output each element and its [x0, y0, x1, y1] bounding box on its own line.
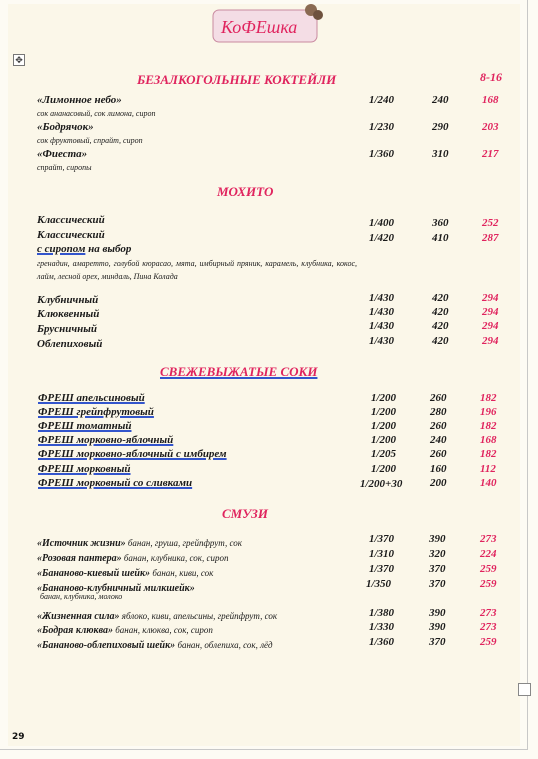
juice-price: 112: [480, 463, 496, 475]
smoothie-desc: банан, клубника, молоко: [40, 592, 123, 601]
cocktail-volume: 1/240: [369, 94, 395, 106]
cocktail-name: «Фиеста»: [37, 148, 88, 160]
smoothie-volume: 1/350: [366, 578, 392, 590]
mojito-flavor-name: Клюквенный: [37, 308, 100, 320]
juice-name: ФРЕШ томатный: [38, 420, 132, 432]
juice-weight: 200: [430, 477, 447, 489]
juice-price: 182: [480, 420, 497, 432]
juice-weight: 240: [430, 434, 447, 446]
smoothie-name: «Бодрая клюква»: [37, 625, 114, 636]
smoothie-weight: 370: [429, 578, 446, 590]
smoothie-volume: 1/370: [369, 533, 395, 545]
cocktail-volume: 1/360: [369, 148, 395, 160]
juice-volume: 1/200: [371, 420, 397, 432]
smoothie-volume: 1/370: [369, 563, 395, 575]
move-handle-icon[interactable]: ✥: [13, 54, 25, 66]
smoothie-name: «Бананово-киевый шейк»: [37, 568, 151, 579]
logo-text: КоФЕшка: [221, 17, 298, 37]
juice-price: 182: [480, 392, 497, 404]
mojito-price: 287: [482, 232, 499, 244]
juice-weight: 280: [430, 406, 447, 418]
juice-volume: 1/200: [371, 434, 397, 446]
smoothie-weight: 370: [429, 636, 446, 648]
cocktail-name: «Лимонное небо»: [37, 94, 122, 106]
logo-graphic: [207, 2, 325, 46]
mojito-flavor-weight: 420: [432, 306, 449, 318]
smoothie-volume: 1/380: [369, 607, 395, 619]
cocktail-price: 203: [482, 121, 499, 133]
mojito-flavor-volume: 1/430: [369, 306, 395, 318]
juice-volume: 1/205: [371, 448, 397, 460]
smoothie-name: «Бананово-клубничный милкшейк»: [37, 583, 195, 594]
smoothie-desc: банан, киви, сок: [150, 568, 214, 578]
mojito-volume: 1/400: [369, 217, 395, 229]
smoothie-weight: 370: [429, 563, 446, 575]
mojito-flavor-weight: 420: [432, 335, 449, 347]
smoothie-name: «Розовая пантера»: [37, 553, 122, 564]
cocktail-weight: 290: [432, 121, 449, 133]
smoothie-desc: банан, облепиха, сок, лёд: [175, 640, 273, 650]
mojito-flavor-weight: 420: [432, 320, 449, 332]
mojito-flavor-name: Клубничный: [37, 294, 99, 306]
cocktail-price: 168: [482, 94, 499, 106]
mojito-weight: 410: [432, 232, 449, 244]
cocktail-desc: сок ананасовый, сок лимона, сироп: [37, 109, 156, 118]
mojito-flavor-name: Облепиховый: [37, 338, 103, 350]
mojito-flavor-volume: 1/430: [369, 335, 395, 347]
mojito-flavor-price: 294: [482, 292, 499, 304]
juice-weight: 160: [430, 463, 447, 475]
juice-volume: 1/200: [371, 392, 397, 404]
smoothie-price: 273: [480, 607, 497, 619]
smoothie-price: 259: [480, 578, 497, 590]
mojito-weight: 360: [432, 217, 449, 229]
checkbox-square[interactable]: [518, 683, 531, 696]
mojito-flavor-name: Брусничный: [37, 323, 97, 335]
syrup-list: гренадин, амаретто, голубой кюрасао, мята, имбирный пряник, карамель, клубника, кокос, лайм, лесной орех, миндаль, Пина Колада: [37, 259, 357, 281]
juice-name: ФРЕШ морковный: [38, 463, 131, 475]
smoothie-name: «Источник жизни»: [37, 538, 126, 549]
syrup-note-rest: на выбор: [85, 243, 132, 255]
juice-name: ФРЕШ апельсиновый: [38, 392, 145, 404]
smoothie-line: [37, 635, 273, 653]
smoothie-desc: банан, клубника, сок, сироп: [121, 553, 229, 563]
cocktail-weight: 240: [432, 94, 449, 106]
section-title-smoothies: СМУЗИ: [222, 506, 269, 521]
section-title-cocktails: БЕЗАЛКОГОЛЬНЫЕ КОКТЕЙЛИ: [137, 72, 337, 87]
juice-price: 182: [480, 448, 497, 460]
cocktail-name: «Бодрячок»: [37, 121, 94, 133]
price-range: 8-16: [480, 70, 502, 84]
page-number: 29: [12, 732, 25, 742]
smoothie-name: «Жизненная сила»: [37, 611, 120, 622]
smoothie-volume: 1/360: [369, 636, 395, 648]
cafe-logo: [207, 2, 325, 46]
juice-name: ФРЕШ морковно-яблочный с имбирем: [38, 448, 227, 460]
mojito-volume: 1/420: [369, 232, 395, 244]
smoothie-desc: банан, клюква, сок, сироп: [113, 625, 213, 635]
smoothie-price: 224: [480, 548, 497, 560]
smoothie-weight: 390: [429, 607, 446, 619]
mojito-flavor-price: 294: [482, 320, 499, 332]
mojito-flavor-volume: 1/430: [369, 320, 395, 332]
juice-weight: 260: [430, 448, 447, 460]
smoothie-name: «Бананово-облепиховый шейк»: [37, 640, 176, 651]
mojito-flavor-weight: 420: [432, 292, 449, 304]
section-title-juices: СВЕЖЕВЫЖАТЫЕ СОКИ: [160, 364, 318, 379]
juice-weight: 260: [430, 392, 447, 404]
mojito-name: Классический: [37, 214, 105, 226]
juice-name: ФРЕШ морковный со сливками: [38, 477, 193, 489]
cocktail-price: 217: [482, 148, 499, 160]
mojito-price: 252: [482, 217, 499, 229]
smoothie-volume: 1/310: [369, 548, 395, 560]
syrup-note: [37, 243, 131, 255]
smoothie-desc: яблоко, киви, апельсины, грейпфрут, сок: [119, 611, 278, 621]
juice-volume: 1/200: [371, 463, 397, 475]
section-title-mojito: МОХИТО: [217, 184, 274, 199]
smoothie-price: 259: [480, 563, 497, 575]
mojito-flavor-price: 294: [482, 306, 499, 318]
juice-price: 196: [480, 406, 497, 418]
cocktail-desc: сок фруктовый, спрайт, сироп: [37, 136, 143, 145]
mojito-flavor-price: 294: [482, 335, 499, 347]
smoothie-weight: 390: [429, 621, 446, 633]
smoothie-price: 273: [480, 621, 497, 633]
cocktail-volume: 1/230: [369, 121, 395, 133]
juice-weight: 260: [430, 420, 447, 432]
juice-name: ФРЕШ грейпфрутовый: [38, 406, 154, 418]
smoothie-weight: 320: [429, 548, 446, 560]
juice-price: 168: [480, 434, 497, 446]
smoothie-weight: 390: [429, 533, 446, 545]
juice-name: ФРЕШ морковно-яблочный: [38, 434, 174, 446]
juice-price: 140: [480, 477, 497, 489]
juice-volume: 1/200+30: [360, 478, 403, 490]
smoothie-volume: 1/330: [369, 621, 395, 633]
smoothie-desc: банан, груша, грейпфрут, сок: [125, 538, 243, 548]
smoothie-price: 273: [480, 533, 497, 545]
cocktail-weight: 310: [432, 148, 449, 160]
cocktail-desc: спрайт, сиропы: [37, 163, 92, 172]
syrup-note-prefix: с сиропом: [37, 243, 86, 255]
mojito-name: Классический: [37, 229, 105, 241]
smoothie-price: 259: [480, 636, 497, 648]
mojito-flavor-volume: 1/430: [369, 292, 395, 304]
juice-volume: 1/200: [371, 406, 397, 418]
